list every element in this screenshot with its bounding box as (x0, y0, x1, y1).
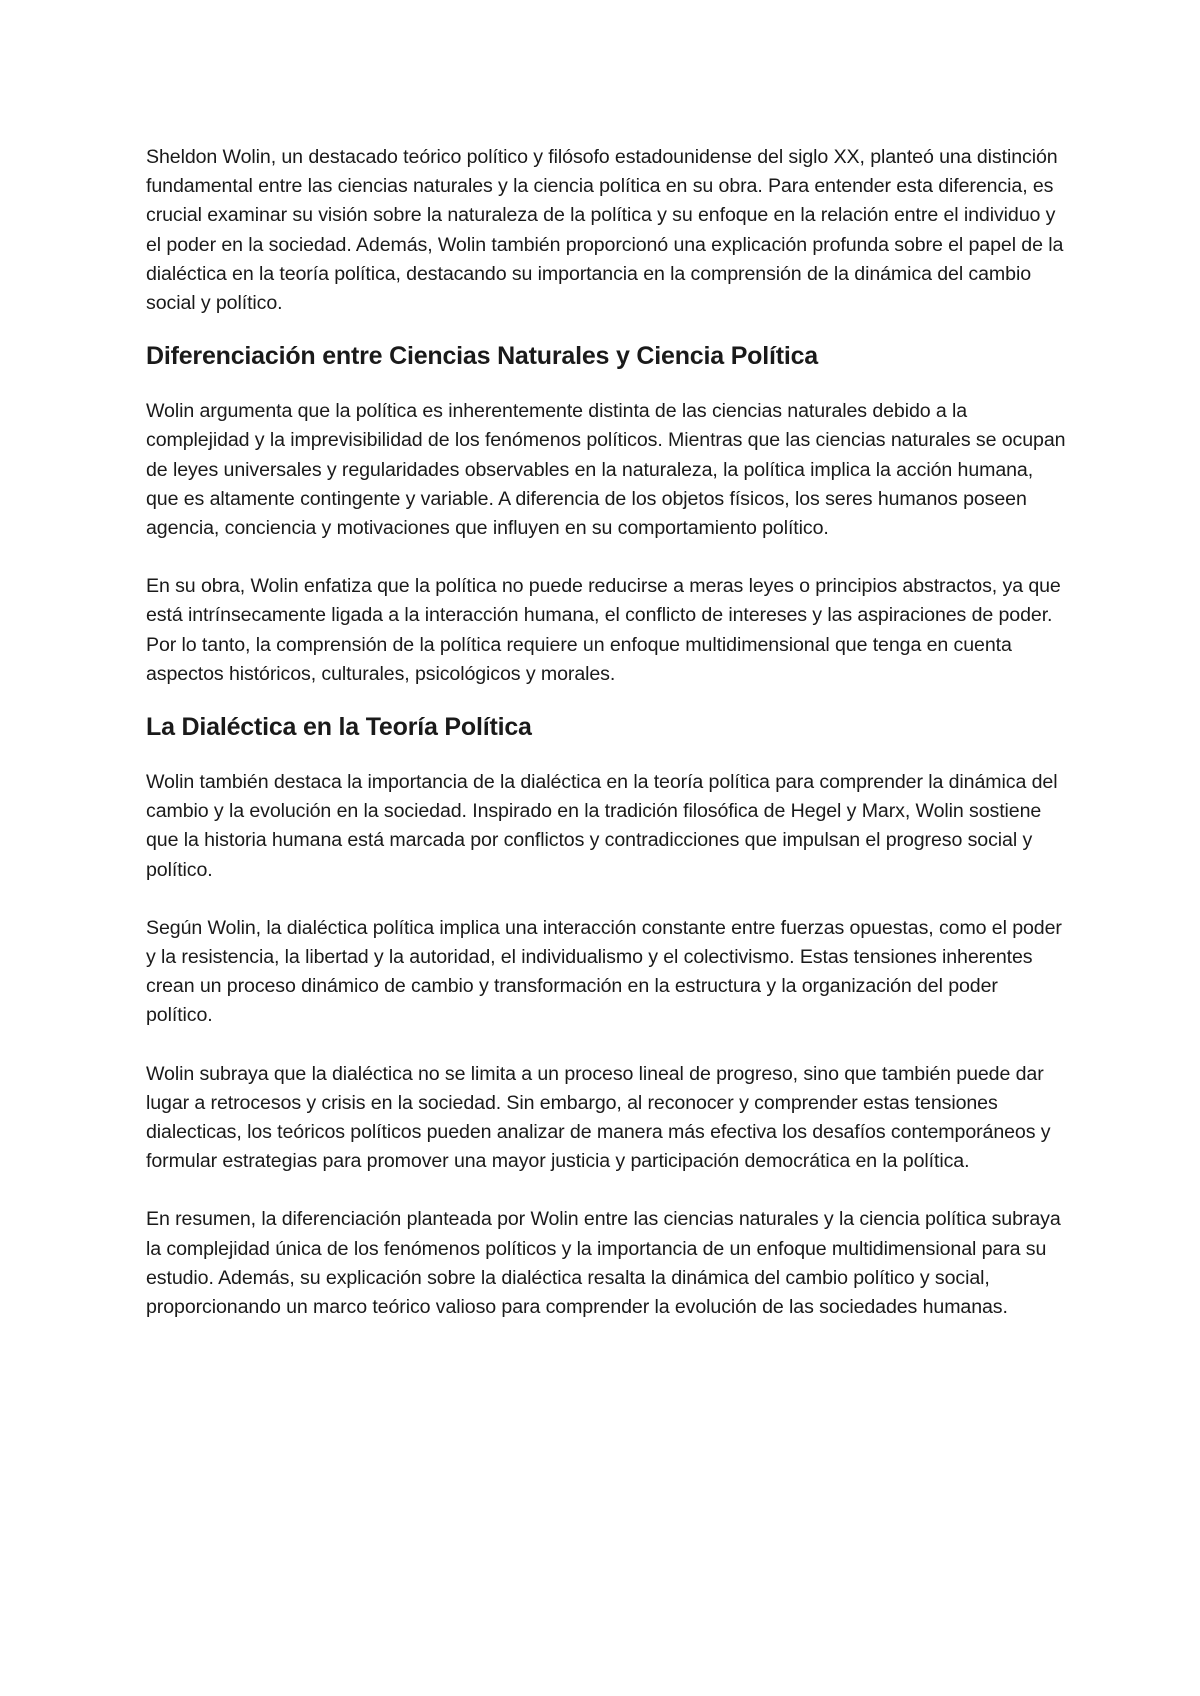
document-page (146, 143, 1066, 1322)
paragraph: Wolin subraya que la dialéctica no se limita a un proceso lineal de progreso, sino que también puede dar lugar a retrocesos y crisis en la sociedad. Sin embargo, al reconocer y comprender estas tensiones dialecticas, los teóricos políticos pueden analizar de manera más efectiva los desafíos contemporáneos y formular estrategias para promover una mayor justicia y participación democrática en la política. (146, 1062, 1051, 1173)
intro-paragraph: Sheldon Wolin, un destacado teórico político y filósofo estadounidense del siglo XX, planteó una distinción fundamental entre las ciencias naturales y la ciencia política en su obra. Para entender esta diferencia, es crucial examinar su visión sobre la naturaleza de la política y su enfoque en la relación entre el individuo y el poder en la sociedad. Además, Wolin también proporcionó una explicación profunda sobre el papel de la dialéctica en la teoría política, destacando su importancia en la comprensión de la dinámica del cambio social y político. (146, 146, 1064, 315)
paragraph: Wolin también destaca la importancia de la dialéctica en la teoría política para comprender la dinámica del cambio y la evolución en la sociedad. Inspirado en la tradición filosófica de Hegel y Marx, Wolin sostiene que la historia humana está marcada por conflictos y contradicciones que impulsan el progreso social y político. (146, 771, 1058, 881)
paragraph: Wolin argumenta que la política es inherentemente distinta de las ciencias naturales debido a la complejidad y la imprevisibilidad de los fenómenos políticos. Mientras que las ciencias naturales se ocupan de leyes universales y regularidades observables en la naturaleza, la política implica la acción humana, que es altamente contingente y variable. A diferencia de los objetos físicos, los seres humanos poseen agencia, conciencia y motivaciones que influyen en su comportamiento político. (146, 400, 1066, 540)
section-heading-dialectica: La Dialéctica en la Teoría Política (146, 713, 532, 742)
conclusion-paragraph: En resumen, la diferenciación planteada por Wolin entre las ciencias naturales y la ciencia política subraya la complejidad única de los fenómenos políticos y la importancia de un enfoque multidimensional para su estudio. Además, su explicación sobre la dialéctica resalta la dinámica del cambio político y social, proporcionando un marco teórico valioso para comprender la evolución de las sociedades humanas. (146, 1208, 1061, 1319)
section-heading-diferenciacion: Diferenciación entre Ciencias Naturales y Ciencia Política (146, 342, 819, 371)
paragraph: En su obra, Wolin enfatiza que la política no puede reducirse a meras leyes o principios abstractos, ya que está intrínsecamente ligada a la interacción humana, el conflicto de intereses y las aspiraciones de poder. Por lo tanto, la comprensión de la política requiere un enfoque multidimensional que tenga en cuenta aspectos históricos, culturales, psicológicos y morales. (146, 575, 1061, 685)
paragraph: Según Wolin, la dialéctica política implica una interacción constante entre fuerzas opuestas, como el poder y la resistencia, la libertad y la autoridad, el individualismo y el colectivismo. Estas tensiones inherentes crean un proceso dinámico de cambio y transformación en la estructura y la organización del poder político. (146, 916, 1062, 1027)
